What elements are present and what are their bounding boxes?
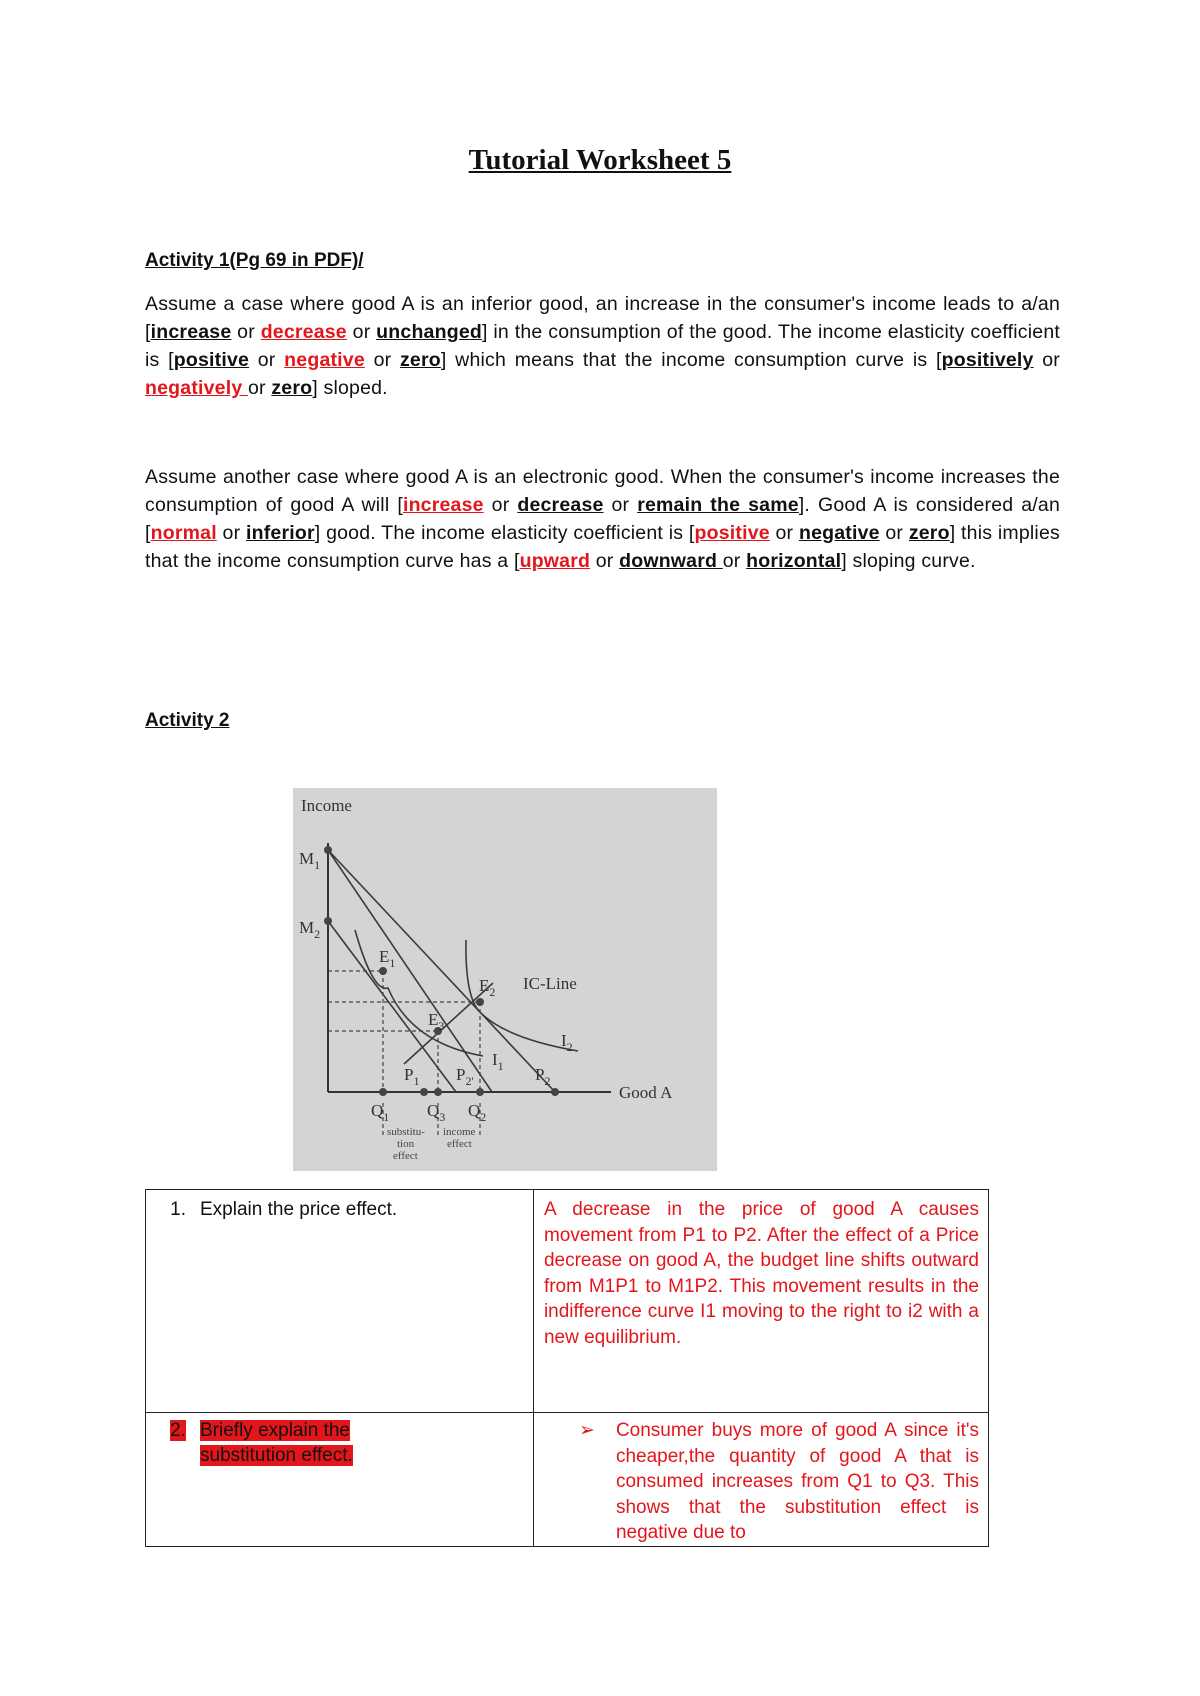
label-m2: $M_2$: [299, 918, 321, 941]
label-substitution-effect-1: substitu-: [387, 1126, 425, 1138]
answer-option: positively: [941, 349, 1034, 371]
answer-option: decrease: [517, 494, 604, 516]
answer-option: remain the same: [637, 494, 799, 516]
selected-answer-option: upward: [519, 550, 591, 572]
activity1-paragraph-2: [145, 463, 1060, 575]
answer-option: negative: [798, 522, 880, 544]
paragraph-text: or: [231, 321, 261, 343]
paragraph-text: or: [769, 522, 799, 544]
answer-option: increase: [150, 321, 232, 343]
budget-line-m2p2a: [328, 921, 456, 1092]
paragraph-text: Assume another case where good A is an electronic good. When the consumer's income increases the consumption of good A will [: [145, 466, 1060, 516]
paragraph-text: ] sloping curve.: [841, 550, 976, 572]
answer-option: inferior: [245, 522, 315, 544]
label-e2: $E_2$: [479, 976, 496, 999]
paragraph-text: ] in the consumption of the good. The income elasticity coefficient is [: [145, 321, 1060, 371]
question-text-line-2: substitution effect.: [200, 1445, 353, 1466]
paragraph-text: or: [590, 550, 620, 572]
activity1-paragraph-1: [145, 290, 1060, 402]
label-m1: $M_1$: [299, 849, 321, 872]
paragraph-text: or: [249, 349, 285, 371]
paragraph-text: or: [1033, 349, 1060, 371]
label-income-effect-2: effect: [447, 1138, 472, 1150]
answer-option: positive: [173, 349, 250, 371]
answer-option: zero: [271, 377, 313, 399]
indifference-curve-i1: [355, 930, 483, 1056]
question-text-line-1: Briefly explain the: [200, 1420, 350, 1441]
budget-line-m1p2: [328, 850, 555, 1092]
answer-option: downward: [619, 550, 723, 572]
label-ic-line: IC-Line: [523, 974, 577, 993]
paragraph-text: or: [879, 522, 909, 544]
question-number: 2.: [170, 1420, 186, 1441]
bullet-arrow-icon: ➢: [578, 1420, 595, 1441]
paragraph-text: or: [483, 494, 518, 516]
paragraph-text: Assume a case where good A is an inferior good, an increase in the consumer's income leads to a/an [: [145, 293, 1060, 343]
answer-text: Consumer buys more of good A since it's cheaper,the quantity of good A that is consumed increases from Q1 to Q3. This shows that the substitution effect is negative due to: [615, 1420, 979, 1543]
paragraph-text: ]. Good A is considered a/an [: [145, 494, 1060, 544]
selected-answer-option: negatively: [145, 377, 248, 399]
question-text: Explain the price effect.: [200, 1199, 398, 1220]
paragraph-text: ] this implies that the income consumption curve has a [: [145, 522, 1060, 572]
label-substitution-effect-2: tion: [397, 1138, 415, 1150]
paragraph-text: or: [364, 349, 400, 371]
answer-option: unchanged: [376, 321, 482, 343]
price-effect-diagram: [293, 788, 717, 1171]
answer-cell: [533, 1413, 988, 1547]
paragraph-text: or: [346, 321, 377, 343]
label-e3: $E_3$: [428, 1010, 445, 1033]
label-p2-prime: $P_{2'}$: [456, 1065, 474, 1088]
paragraph-text: ] good. The income elasticity coefficient is [: [314, 522, 695, 544]
selected-answer-option: negative: [284, 349, 365, 371]
label-i1: $I_1$: [492, 1050, 504, 1073]
page-title: Tutorial Worksheet 5: [468, 144, 732, 176]
paragraph-text: or: [722, 550, 747, 572]
answer-text: A decrease in the price of good A causes movement from P1 to P2. After the effect of a Price decrease on good A, the budget line shifts outward from M1P1 to M1P2. This movement results in the indifference curve I1 moving to the right to i2 with a new equilibrium.: [543, 1199, 979, 1348]
selected-answer-option: normal: [150, 522, 217, 544]
label-q3: $Q_3$: [427, 1101, 446, 1124]
table-row: [146, 1190, 989, 1413]
label-p2: $P_2$: [535, 1065, 551, 1088]
paragraph-text: or: [603, 494, 638, 516]
paragraph-text: or: [248, 377, 272, 399]
activity1-heading: Activity 1(Pg 69 in PDF)/: [145, 250, 364, 271]
question-number: 1.: [170, 1199, 186, 1220]
y-axis-label: Income: [301, 796, 352, 815]
label-q2: $Q_2$: [468, 1101, 487, 1124]
answer-option: zero: [908, 522, 950, 544]
question-cell: [146, 1413, 534, 1547]
answer-option: horizontal: [746, 550, 842, 572]
paragraph-text: ] sloped.: [312, 377, 388, 399]
paragraph-text: ] which means that the income consumption curve is [: [440, 349, 942, 371]
label-e1: $E_1$: [379, 947, 396, 970]
answer-cell: [533, 1190, 988, 1413]
label-p1: $P_1$: [404, 1065, 420, 1088]
x-axis-label: Good A: [619, 1083, 673, 1102]
label-i2: $I_2$: [561, 1031, 573, 1054]
answer-option: zero: [399, 349, 441, 371]
question-cell: [146, 1190, 534, 1413]
label-substitution-effect-3: effect: [393, 1150, 418, 1162]
paragraph-text: or: [216, 522, 246, 544]
selected-answer-option: positive: [694, 522, 770, 544]
question-answer-table: [145, 1189, 989, 1547]
activity2-heading: Activity 2: [145, 710, 230, 731]
selected-answer-option: decrease: [260, 321, 347, 343]
label-q1: $Q_1$: [371, 1101, 390, 1124]
table-row: [146, 1413, 989, 1547]
selected-answer-option: increase: [402, 494, 484, 516]
label-income-effect-1: income: [443, 1126, 476, 1138]
